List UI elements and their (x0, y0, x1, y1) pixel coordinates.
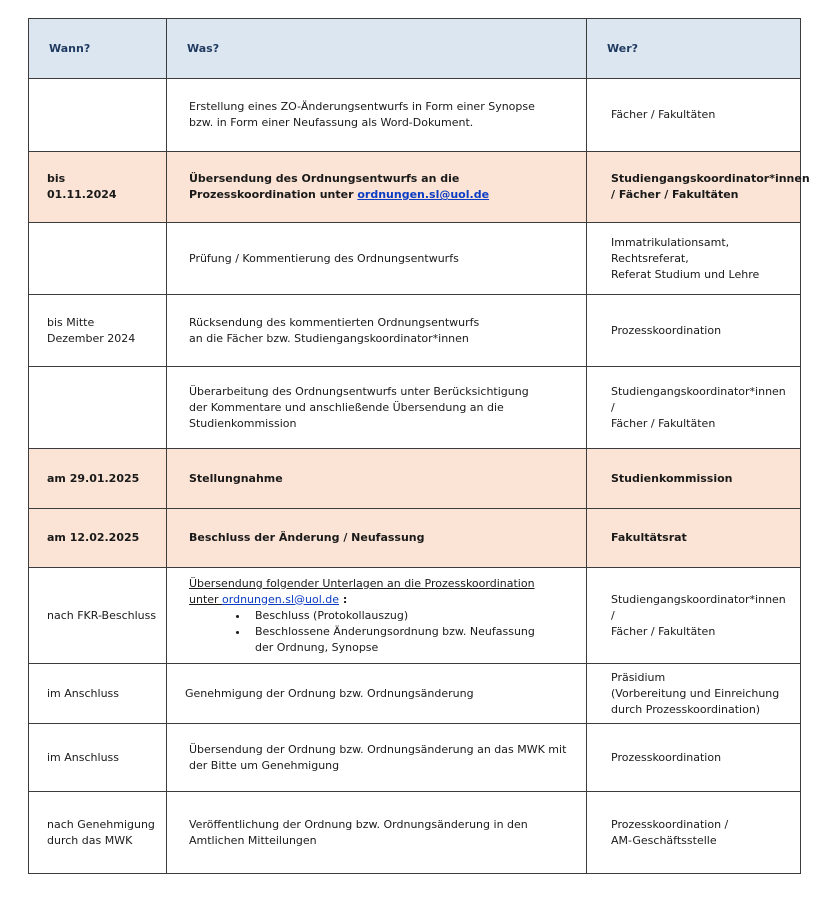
cell-what: Übersendung der Ordnung bzw. Ordnungsänderung an das MWK mit der Bitte um Genehmigung (167, 724, 587, 792)
email-link[interactable]: ordnungen.sl@uol.de (222, 592, 340, 606)
cell-when (29, 223, 167, 295)
table-row (29, 367, 801, 449)
table-row (29, 724, 801, 792)
header-what: Was? (167, 19, 587, 79)
cell-what: Veröffentlichung der Ordnung bzw. Ordnungsänderung in den Amtlichen Mitteilungen (167, 792, 587, 874)
document-list (189, 608, 582, 656)
cell-who: Präsidium (Vorbereitung und Einreichung durch Prozesskoordination) (587, 664, 801, 724)
cell-when: im Anschluss (29, 664, 167, 724)
header-when: Wann? (29, 19, 167, 79)
table-row (29, 664, 801, 724)
cell-when: am 29.01.2025 (29, 449, 167, 509)
table-row (29, 223, 801, 295)
cell-what: Stellungnahme (167, 449, 587, 509)
process-table (28, 18, 810, 874)
cell-what: Übersendung des Ordnungsentwurfs an die Prozesskoordination unter ordnungen.sl@uol.de (167, 152, 587, 223)
cell-who: Studiengangskoordinator*innen / Fächer / Fakultäten (587, 152, 801, 223)
cell-when: nach Genehmigung durch das MWK (29, 792, 167, 874)
cell-who: Fakultätsrat (587, 509, 801, 568)
cell-when: nach FKR-Beschluss (29, 568, 167, 664)
header-who: Wer? (587, 19, 801, 79)
cell-what: Prüfung / Kommentierung des Ordnungsentwurfs (167, 223, 587, 295)
cell-who: Studiengangskoordinator*innen / Fächer / Fakultäten (587, 568, 801, 664)
cell-when: bis 01.11.2024 (29, 152, 167, 223)
cell-what: Überarbeitung des Ordnungsentwurfs unter Berücksichtigung der Kommentare und anschließende Übersendung an die Studienkommission (167, 367, 587, 449)
list-item: • Beschlossene Änderungsordnung bzw. Neufassung der Ordnung, Synopse (249, 624, 582, 656)
cell-what: Genehmigung der Ordnung bzw. Ordnungsänderung (167, 664, 587, 724)
cell-who: Fächer / Fakultäten (587, 79, 801, 152)
email-link[interactable]: ordnungen.sl@uol.de (357, 188, 490, 201)
table-row (29, 792, 801, 874)
table-row (29, 449, 801, 509)
cell-what: Übersendung folgender Unterlagen an die Prozesskoordination unter ordnungen.sl@uol.de : • Beschluss (Protokollauszug) • Beschlossene Änderungsordnung bzw. Neufassung der Ordnung, Synopse (167, 568, 587, 664)
table-row (29, 509, 801, 568)
cell-when: im Anschluss (29, 724, 167, 792)
table-row (29, 568, 801, 664)
table-row (29, 79, 801, 152)
cell-who: Studiengangskoordinator*innen / Fächer / Fakultäten (587, 367, 801, 449)
cell-what: Rücksendung des kommentierten Ordnungsentwurfs an die Fächer bzw. Studiengangskoordinator*innen (167, 295, 587, 367)
cell-who: Prozesskoordination / AM-Geschäftsstelle (587, 792, 801, 874)
header-row (29, 19, 801, 79)
cell-when (29, 79, 167, 152)
cell-who: Studienkommission (587, 449, 801, 509)
cell-what: Beschluss der Änderung / Neufassung (167, 509, 587, 568)
table-row (29, 152, 801, 223)
cell-when (29, 367, 167, 449)
cell-who: Immatrikulationsamt, Rechtsreferat, Referat Studium und Lehre (587, 223, 801, 295)
list-item: • Beschluss (Protokollauszug) (249, 608, 582, 624)
cell-when: bis Mitte Dezember 2024 (29, 295, 167, 367)
cell-who: Prozesskoordination (587, 724, 801, 792)
cell-who: Prozesskoordination (587, 295, 801, 367)
cell-what: Erstellung eines ZO-Änderungsentwurfs in Form einer Synopse bzw. in Form einer Neufassung als Word-Dokument. (167, 79, 587, 152)
table-row (29, 295, 801, 367)
cell-when: am 12.02.2025 (29, 509, 167, 568)
